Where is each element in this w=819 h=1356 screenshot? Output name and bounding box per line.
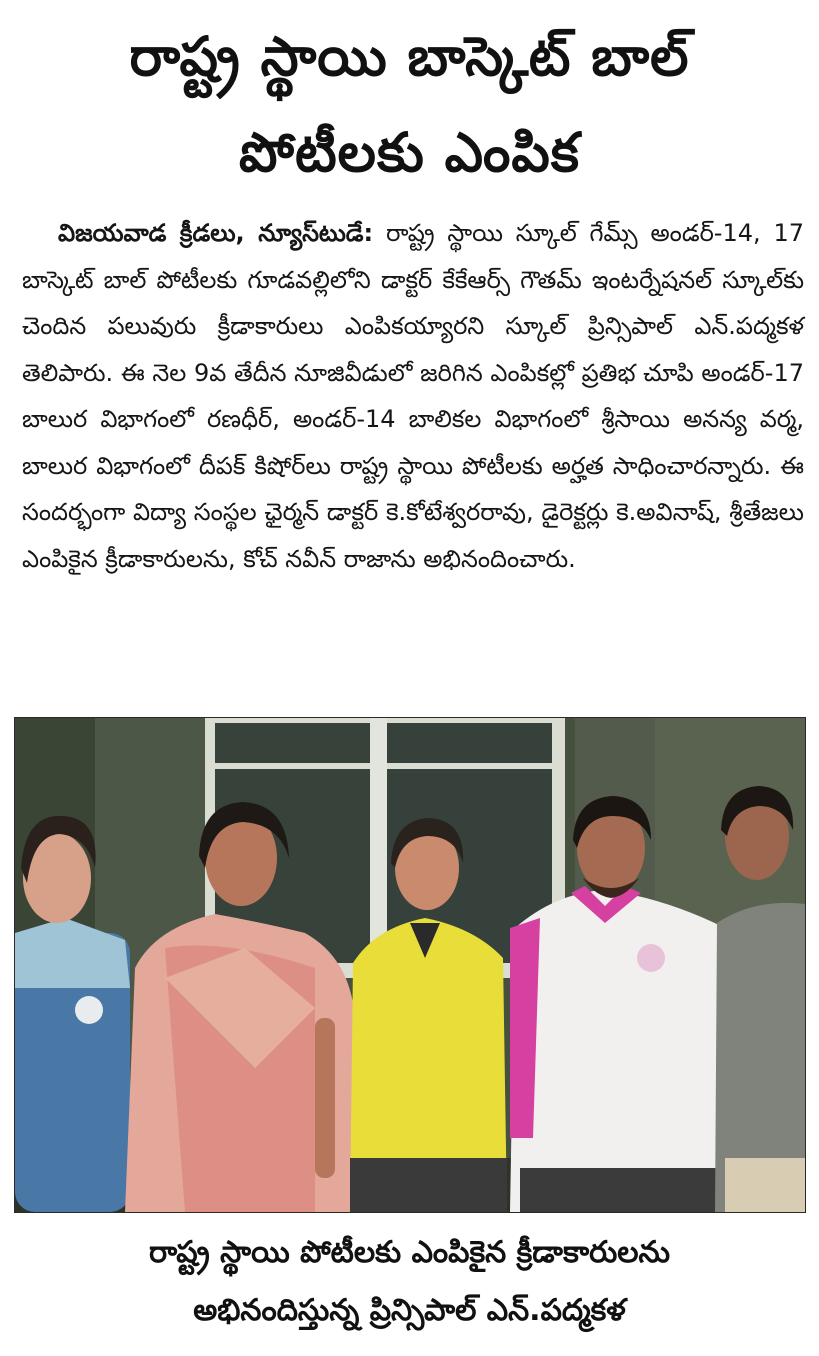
headline-line-2: పోటీలకు ఎంపిక xyxy=(239,121,580,184)
article-body xyxy=(22,210,804,582)
photo-caption-line-2: అభినందిస్తున్న ప్రిన్సిపాల్ ఎన్.పద్మకళ xyxy=(193,1293,626,1328)
article-dateline: విజయవాడ క్రీడలు, న్యూస్‌టుడే: xyxy=(58,219,374,247)
photo-caption-line-1: రాష్ట్ర స్థాయి పోటీలకు ఎంపికైన క్రీడాకారులను xyxy=(149,1235,670,1270)
group-photo xyxy=(14,717,806,1213)
headline-line-1: రాష్ట్ర స్థాయి బాస్కెట్ బాల్ xyxy=(129,25,690,88)
article-text: రాష్ట్ర స్థాయి స్కూల్ గేమ్స్ అండర్-14, 17 బాస్కెట్ బాల్ పోటీలకు గూడవల్లిలోని డాక్టర్ కేకేఆర్స్ గౌతమ్ ఇంటర్నేషనల్ స్కూల్‌కు చెందిన పలువురు క్రీడాకారులు ఎంపికయ్యారని స్కూల్ ప్రిన్సిపాల్ ఎన్.పద్మకళ తెలిపారు. ఈ నెల 9వ తేదీన నూజివీడులో జరిగిన ఎంపికల్లో ప్రతిభ చూపి అండర్-17 బాలుర విభాగంలో రణధీర్, అండర్-14 బాలికల విభాగంలో శ్రీసాయి అనన్య వర్మ, బాలుర విభాగంలో దీపక్ కిషోర్‌లు రాష్ట్ర స్థాయి పోటీలకు అర్హత సాధించారన్నారు. ఈ సందర్భంగా విద్యా సంస్థల ఛైర్మన్ డాక్టర్ కె.కోటేశ్వరరావు, డైరెక్టర్లు కె.అవినాష్, శ్రీతేజలు ఎంపికైన క్రీడాకారులను, కోచ్ నవీన్ రాజాను అభినందించారు. xyxy=(22,219,804,573)
